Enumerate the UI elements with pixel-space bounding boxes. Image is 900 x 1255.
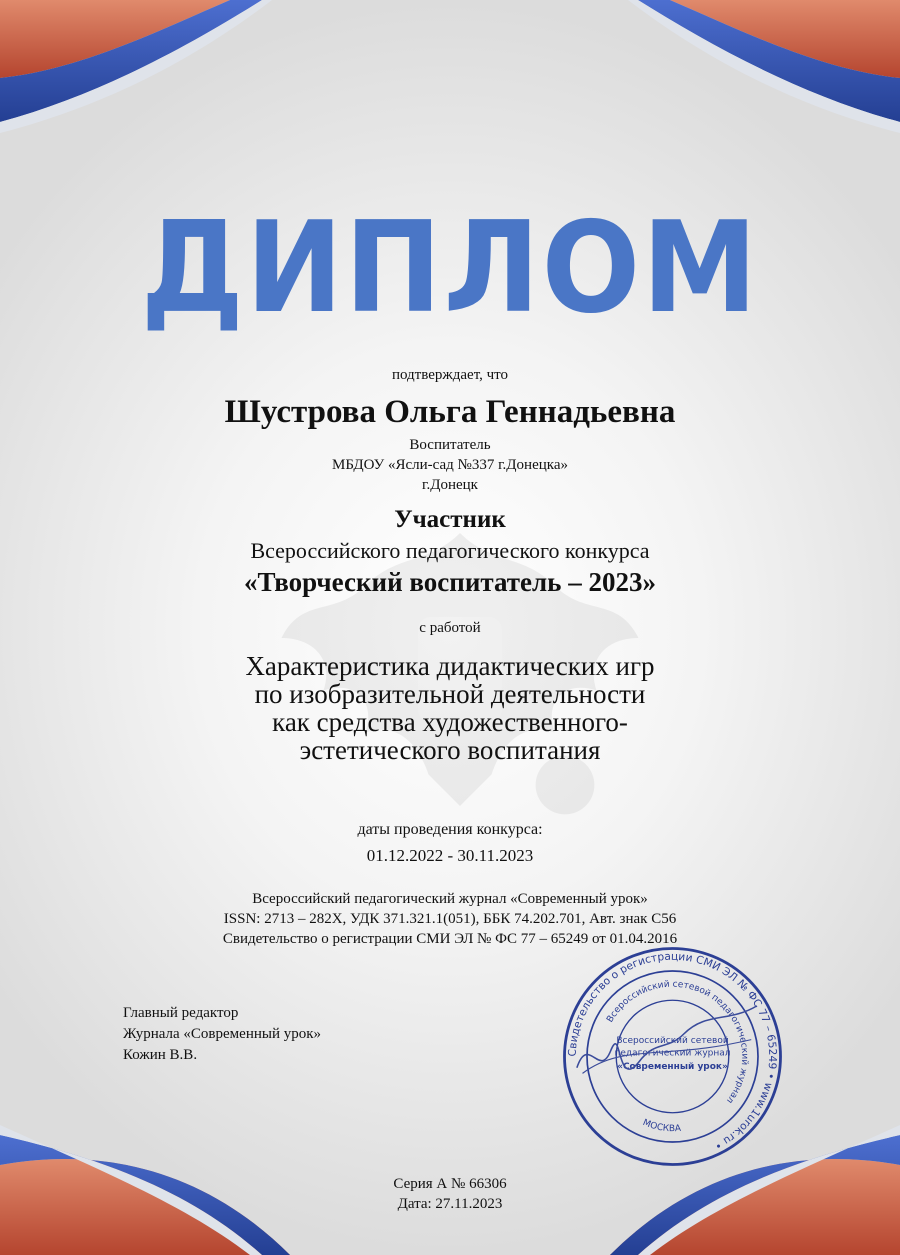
recipient-details xyxy=(0,435,900,495)
diploma-title: ДИПЛОМ xyxy=(140,194,760,341)
editor-block xyxy=(123,1003,321,1066)
participation-role: Участник xyxy=(394,506,506,533)
journal-registration: Свидетельство о регистрации СМИ ЭЛ № ФС 77 – 65249 от 01.04.2016 xyxy=(222,931,678,947)
journal-info xyxy=(0,889,900,949)
contest-name: «Творческий воспитатель – 2023» xyxy=(244,567,656,597)
recipient-position: Воспитатель xyxy=(409,437,491,453)
work-title-line: эстетического воспитания xyxy=(299,735,601,765)
issue-date: Дата: 27.11.2023 xyxy=(397,1196,503,1212)
editor-name: Кожин В.В. xyxy=(123,1047,198,1063)
top-ribbon-decoration xyxy=(0,0,900,150)
journal-codes: ISSN: 2713 – 282X, УДК 371.321.1(051), ББК 74.202.701, Авт. знак С56 xyxy=(223,911,677,927)
confirms-text: подтверждает, что xyxy=(391,367,509,383)
recipient-name: Шустрова Ольга Геннадьевна xyxy=(224,394,676,430)
series-number: Серия А № 66306 xyxy=(393,1176,507,1192)
contest-dates: 01.12.2022 - 30.11.2023 xyxy=(366,846,534,865)
dates-label: даты проведения конкурса: xyxy=(357,821,543,838)
work-title-line: как средства художественного- xyxy=(272,707,628,737)
stamp-center-line: Всероссийский сетевой xyxy=(616,1036,729,1046)
work-title xyxy=(0,652,900,764)
stamp-city: МОСКВА xyxy=(641,1117,682,1135)
work-title-line: Характеристика дидактических игр xyxy=(245,651,655,681)
series-block xyxy=(0,1174,900,1214)
stamp-center-line: педагогический журнал xyxy=(614,1048,731,1059)
recipient-organization: МБДОУ «Ясли-сад №337 г.Донецка» xyxy=(332,457,568,473)
with-work-label: с работой xyxy=(419,620,481,636)
contest-type: Всероссийского педагогического конкурса xyxy=(250,538,650,563)
journal-name: Всероссийский педагогический журнал «Современный урок» xyxy=(252,891,648,907)
stamp-center-line: «Современный урок» xyxy=(617,1061,728,1072)
work-title-line: по изобразительной деятельности xyxy=(254,679,646,709)
stamp-inner-ring: Всероссийский сетевой педагогический журнал xyxy=(605,979,750,1105)
recipient-city: г.Донецк xyxy=(422,477,478,493)
editor-journal: Журнала «Современный урок» xyxy=(123,1026,322,1042)
stamp-outer-text: Свидетельство о регистрации СМИ ЭЛ № ФС 77 – 65249 • www.1urok.ru • xyxy=(565,949,780,1153)
editor-title: Главный редактор xyxy=(123,1005,239,1021)
